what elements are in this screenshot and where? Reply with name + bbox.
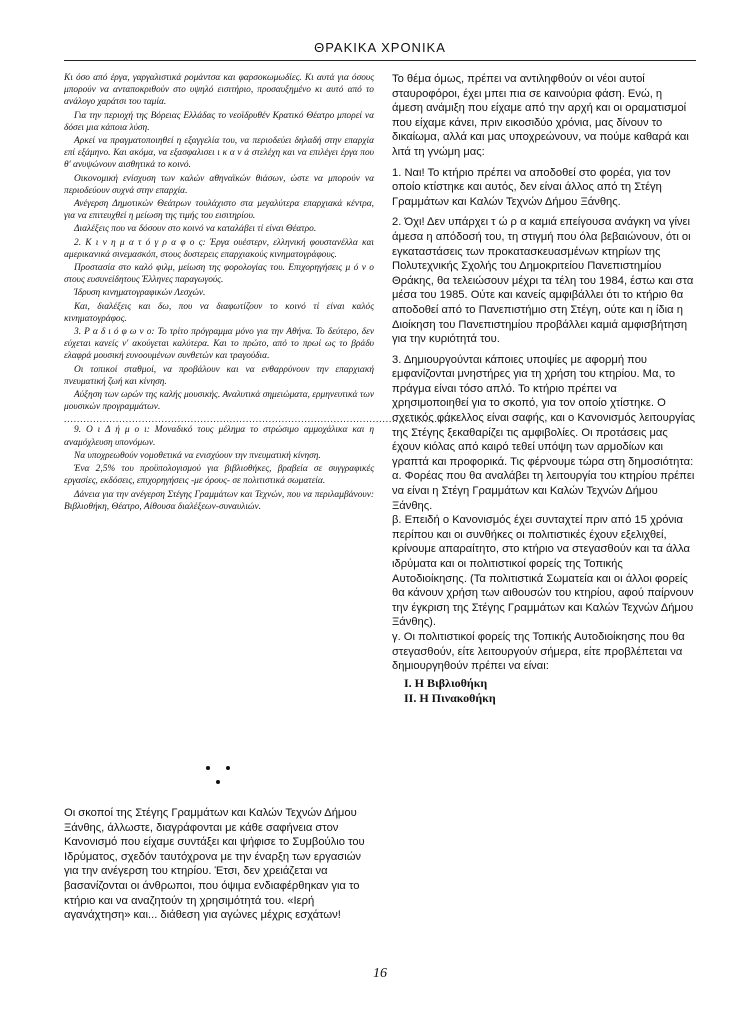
body-paragraph: γ. Οι πολιτιστικοί φορείς της Τοπικής Αυτοδιοίκησης που θα στεγασθούν, είτε λειτουργούν σήμερα, είτε προβλέπεται να δημιουργηθούν πρέπει να είναι:	[392, 630, 685, 673]
page-number: 16	[373, 966, 387, 981]
right-body-column	[392, 72, 696, 706]
left-italic-column	[64, 72, 454, 514]
italic-paragraph: Διαλέξεις που να δόσουν στο κοινό να καταλάβει τί είναι Θέατρο.	[74, 224, 317, 235]
section-heading: ΙΙ. Η Πινακοθήκη	[404, 690, 496, 705]
italic-paragraph: Αρκεί να πραγματοποιηθεί η εξαγγελία του, να περιοδεύει δηλαδή στην επαρχία επί εξάμηνο. Και ακόμα, να εξασφαλισει ι κ α ν ά στελέχη και να επιλέγει έργα που θ' ανυψώνουν αισθητικά το κοινό.	[64, 136, 374, 171]
body-paragraph: Το θέμα όμως, πρέπει να αντιληφθούν οι νέοι αυτοί σταυροφόροι, έχει μπει πια σε καινούρια φάση. Ενώ, η άμεση ανάμιξη που είχαμε από την αρχή και οι οραματισμοί που είχαμε κάνει, πριν εικοσιδύο χρόνια, μας δίνουν το δικαίωμα, αλλά και μας υποχρεώνουν, να πούμε καθαρά και λιτά τη γνώμη μας:	[392, 73, 689, 158]
section-heading: Ι. Η Βιβλιοθήκη	[404, 675, 488, 690]
italic-paragraph: Οι τοπικοί σταθμοί, να προβάλουν και να ενθαρρύνουν την επαρχιακή πνευματική ζωή και κίνηση.	[64, 364, 374, 387]
italic-paragraph: Οικονομική ενίσχυση των καλών αθηναϊκών θιάσων, ώστε να μπορούν να περιοδεύουν συχνά στην επαρχία.	[64, 173, 374, 196]
body-paragraph: 1. Ναι! Το κτήριο πρέπει να αποδοθεί στο φορέα, για τον οποίο κτίστηκε και αυτός, δεν είναι άλλος από τη Στέγη Γραμμάτων και Καλών Τεχνών Δήμου Ξάνθης.	[392, 166, 671, 208]
body-paragraph: β. Επειδή ο Κανονισμός έχει συνταχτεί πριν από 15 χρόνια περίπου και οι συνθήκες οι πολιτιστικές έχουν εξελιχθεί, κρίνουμε απαραίτητο, στο κτήριο να στεγασθούν και τα άλλα ιδρύματα και οι πολιτιστικοί φορείς της Τοπικής Αυτοδιοίκησης. (Τα πολιτιστικά Σωματεία και οι άλλοι φορείς θα κάνουν χρήση των αιθουσών του κτηρίου, αφού παίρνουν την έγκριση της Στέγης Γραμμάτων και Καλών Τεχνών Δήμου Ξάνθης).	[392, 514, 694, 629]
left-body-column	[64, 806, 374, 923]
italic-paragraph: Ίδρυση κινηματογραφικών Λεσχών.	[74, 288, 206, 299]
italic-paragraph: Δάνεια για την ανέγερση Στέγης Γραμμάτων και Τεχνών, που να περιλαμβάνουν: Βιβλιοθήκη, Θέατρο, Αίθουσα διαλέξεων-συναυλιών.	[64, 489, 374, 512]
italic-paragraph: Προστασία στο καλό φιλμ, μείωση της φορολογίας του. Επιχορηγήσεις μ ό ν ο στους ευσυνείδητους Έλληνες παραγωγούς.	[64, 263, 374, 286]
italic-paragraph: 3. Ρ α δ ι ό φ ω ν ο: Το τρίτο πρόγραμμα μόνο για την Αθήνα. Το δεύτερο, δεν εύχεται κανείς ν' ακούγεται καλύτερα. Και το πρώτο, από το πρωί ως το βράδυ ελαφρά μουσική ευνοουμένων συνθετών και τραγούδια.	[64, 327, 374, 362]
body-paragraph: Οι σκοποί της Στέγης Γραμμάτων και Καλών Τεχνών Δήμου Ξάνθης, άλλωστε, διαγράφονται με κάθε σαφήνεια στον Κανονισμό που είχαμε συντάξει και ψήφισε το Συμβούλιο του Ιδρύματος, σχεδόν ταυτόχρονα με την έναρξη των εργασιών για την ανέγερση του κτηρίου. Έτσι, δεν χρειάζεται να βασανίζονται οι άνθρωποι, που όψιμα ενδιαφέρθηκαν για το κτήριο και να αναζητούν τη χρησιμότητά του. «Ιερή αγανάχτηση» και... διάθεση για αγώνες μέχρις εσχάτων!	[64, 807, 365, 922]
italic-paragraph: Και, διαλέξεις και δω, που να διαφωτίζουν το κοινό τί είναι καλός κινηματογράφος.	[64, 301, 374, 324]
italic-paragraph: 2. Κ ι ν η μ α τ ό γ ρ α φ ο ς: Έργα ουέστερν, ελληνική φουστανέλλα και αμερικανικά σινεμασκόπ, στους δυστερεις επαρχιακούς κινηματογράφους.	[64, 237, 374, 260]
ellipsis-separator: ........................................................................................................................	[64, 414, 454, 425]
italic-paragraph: Ανέγερση Δημοτικών Θεάτρων τουλάχιστο στα μεγαλύτερα επαρχιακά κέντρα, για να επιτευχθεί η μείωση της τιμής του εισιτηρίου.	[64, 199, 374, 222]
heading-list	[392, 676, 696, 706]
running-header: ΘΡΑΚΙΚΑ ΧΡΟΝΙΚΑ	[314, 40, 446, 55]
italic-paragraph: 9. Ο ι Δ ή μ ο ι: Μοναδικό τους μέλημα το στρώσιμο αμμοχάλικα και η αναμόχλευση υπονόμων.	[64, 425, 374, 448]
italic-paragraph: Αύξηση των ωρών της καλής μουσικής. Αναλυτικά σημειώματα, ερμηνευτικά των μουσικών προγραμμάτων.	[64, 390, 374, 413]
italic-paragraph: Για την περιοχή της Βόρειας Ελλάδας το νεοϊδρυθέν Κρατικό Θέατρο μπορεί να δόσει μια κάποια λύση.	[64, 110, 374, 133]
italic-paragraph: Να υποχρεωθούν νομοθετικά να ενισχύουν την πνευματική κίνηση.	[74, 450, 321, 461]
header-rule	[64, 60, 696, 61]
body-paragraph: 3. Δημιουργούνται κάποιες υποψίες με αφορμή που εμφανίζονται μνηστήρες για τη χρήση του κτηρίου. Μα, το πράγμα είναι τόσο απλό. Το κτήριο πρέπει να χρησιμοποιηθεί για το σκοπό, για τον οποίο χτίστηκε. Ο σχετικός φάκελλος είναι σαφής, και ο Κανονισμός λειτουργίας της Στέγης ξεκαθαρίζει τις αμφιβολίες. Οι προτάσεις μας έχουν κιόλας από καιρό τεθεί υπόψη των αρμοδίων και γραπτά και προφορικά. Τις φέρνουμε τώρα στη δημοσιότητα:	[392, 353, 696, 468]
asterism-separator	[200, 762, 240, 802]
body-paragraph: α. Φορέας που θα αναλάβει τη λειτουργία του κτηρίου πρέπει να είναι η Στέγη Γραμμάτων και Καλών Τεχνών Δήμου Ξάνθης.	[392, 470, 695, 512]
italic-paragraph: Ένα 2,5% του προϋπολογισμού για βιβλιοθήκες, βραβεία σε συγγραφικές εργασίες, εκδόσεις, επιχορηγήσεις -με όρους- σε πολιτιστικά σωματεία.	[64, 464, 374, 487]
italic-paragraph: Κι όσο από έργα, γαργαλιστικά ρομάντσα και φαρσοκωμωδίες. Κι αυτά για όσους μπορούν να ανταποκριθούν στο υψηλό εισιτήριο, προσαυξημένο κι αυτό από το ανάλογο χαράτσι του ταμία.	[64, 73, 374, 108]
body-paragraph: 2. Όχι! Δεν υπάρχει τ ώ ρ α καμιά επείγουσα ανάγκη να γίνει άμεσα η απόδοσή του, τη στιγμή που όλα βεβαιώνουν, ότι οι εγκαταστάσεις των προκατασκευασμένων κτηρίων της Πολυτεχνικής Σχολής του Δημοκριτείου Πανεπιστημίου Θράκης, θα τελειώσουν μέχρι τα τέλη του 1984, έστω και στα μέσα του 1985. Ούτε και κανείς αμφιβάλλει ότι το κτήριο θα αποδοθεί από το Πανεπιστήμιο στη Στέγη, ούτε και η ίδια η Διοίκηση του Πανεπιστημίου προβάλλει καμιά αμφισβήτηση για την κυριότητά του.	[392, 216, 694, 346]
